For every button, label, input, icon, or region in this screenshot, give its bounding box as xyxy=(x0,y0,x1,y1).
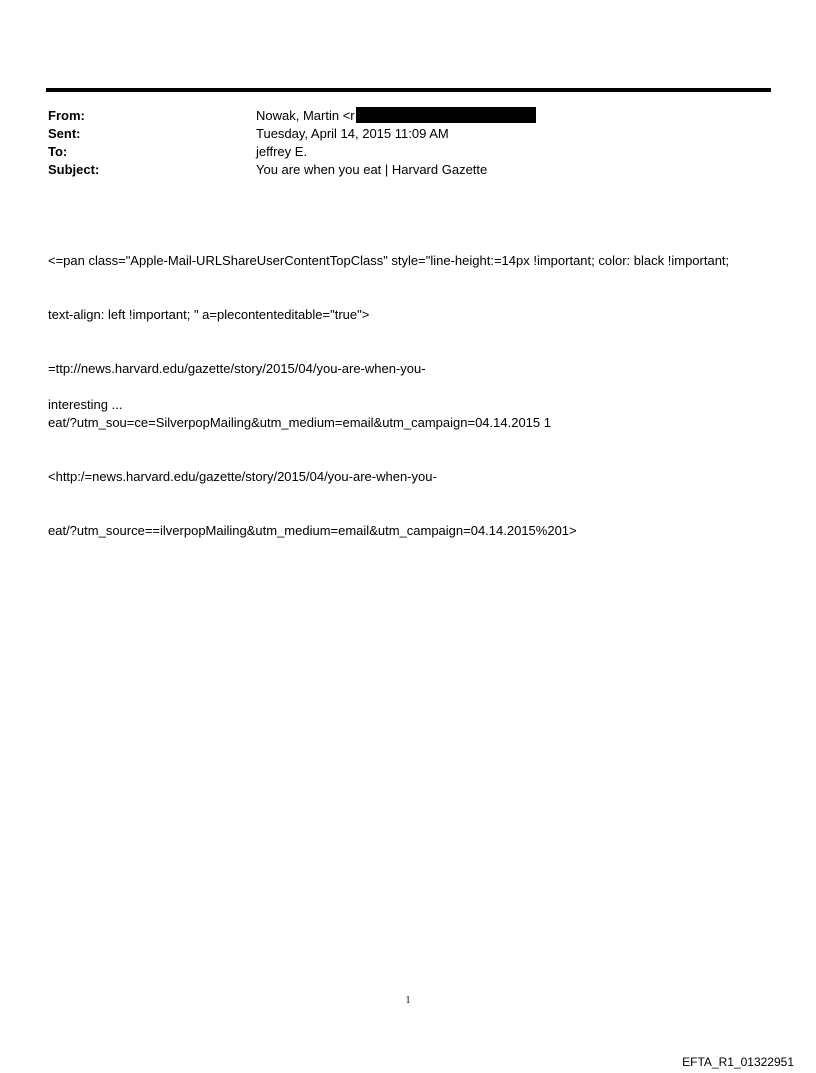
body-line: =ttp://news.harvard.edu/gazette/story/2015/04/you-are-when-you- xyxy=(48,361,426,376)
body-line: eat/?utm_source==ilverpopMailing&utm_medium=email&utm_campaign=04.14.2015%201> xyxy=(48,523,577,538)
redaction-box xyxy=(356,107,536,123)
to-row xyxy=(48,143,768,161)
email-closing-text: interesting ... xyxy=(48,397,123,412)
from-redaction-partial-char: r xyxy=(350,108,355,123)
from-value xyxy=(256,107,768,125)
from-label: From: xyxy=(48,108,85,123)
email-body xyxy=(48,216,773,558)
from-sender-name: Nowak, Martin < xyxy=(256,108,351,123)
sent-row xyxy=(48,125,768,143)
sent-label: Sent: xyxy=(48,126,81,141)
to-label: To: xyxy=(48,144,68,159)
document-id: EFTA_R1_01322951 xyxy=(682,1055,794,1069)
subject-value: You are when you eat | Harvard Gazette xyxy=(256,162,488,177)
page-number: 1 xyxy=(405,995,411,1006)
subject-row xyxy=(48,161,768,179)
header-divider-rule xyxy=(46,88,771,92)
body-line: <http:/=news.harvard.edu/gazette/story/2015/04/you-are-when-you- xyxy=(48,469,437,484)
from-row xyxy=(48,107,768,125)
subject-label: Subject: xyxy=(48,162,100,177)
email-header xyxy=(48,107,768,179)
to-value: jeffrey E. xyxy=(256,144,308,159)
sent-value: Tuesday, April 14, 2015 11:09 AM xyxy=(256,126,449,141)
body-line: <=pan class="Apple-Mail-URLShareUserContentTopClass" style="line-height:=14px !important; color: black !important; xyxy=(48,253,730,268)
body-line: text-align: left !important; " a=plecontenteditable="true"> xyxy=(48,307,370,322)
body-line: eat/?utm_sou=ce=SilverpopMailing&utm_medium=email&utm_campaign=04.14.2015 1 xyxy=(48,415,551,430)
